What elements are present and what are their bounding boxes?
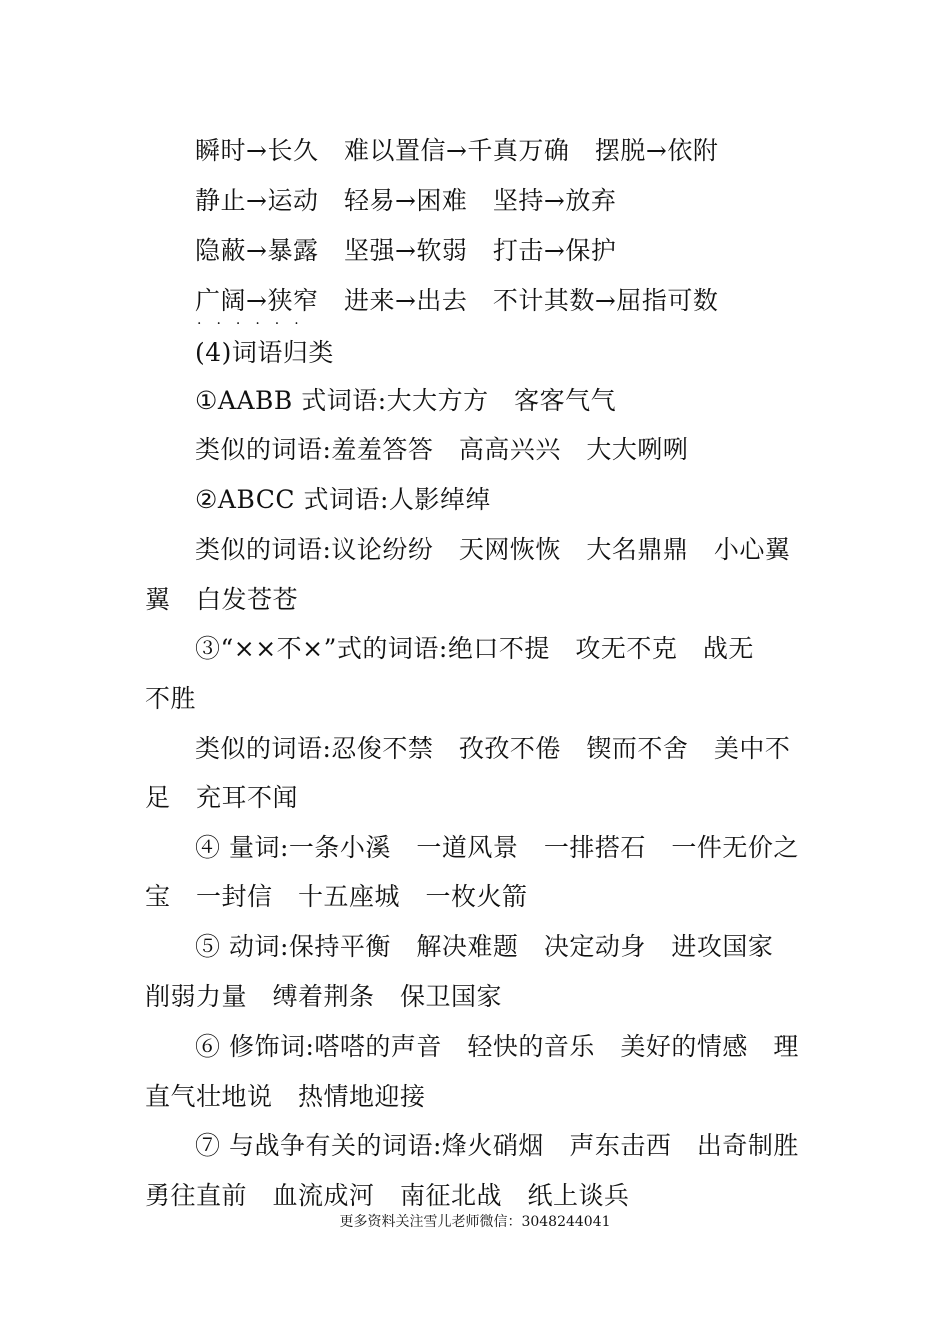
text-line: 翼 白发苍苍 bbox=[145, 585, 299, 614]
text-line: ②ABCC 式词语:人影绰绰 bbox=[195, 485, 491, 514]
emphasis-dots: ······ bbox=[197, 316, 314, 332]
text-line: 勇往直前 血流成河 南征北战 纸上谈兵 bbox=[145, 1181, 630, 1210]
text-line: ④ 量词:一条小溪 一道风景 一排搭石 一件无价之 bbox=[195, 833, 799, 862]
text-line: ①AABB 式词语:大大方方 客客气气 bbox=[195, 386, 617, 415]
text-line: 类似的词语:忍俊不禁 孜孜不倦 锲而不舍 美中不 bbox=[195, 734, 791, 763]
antonym-line-3: 隐蔽→暴露 坚强→软弱 打击→保护 bbox=[195, 236, 617, 265]
antonym-line-1: 瞬时→长久 难以置信→千真万确 摆脱→依附 bbox=[195, 136, 719, 165]
text-line: ⑦ 与战争有关的词语:烽火硝烟 声东击西 出奇制胜 bbox=[195, 1131, 799, 1160]
text-line: ③“××不×”式的词语:绝口不提 攻无不克 战无 bbox=[195, 634, 754, 663]
text-line: 足 充耳不闻 bbox=[145, 783, 299, 812]
text-line: ⑥ 修饰词:嗒嗒的声音 轻快的音乐 美好的情感 理 bbox=[195, 1032, 799, 1061]
text-line: 不胜 bbox=[145, 684, 197, 713]
text-line: 直气壮地说 热情地迎接 bbox=[145, 1082, 426, 1111]
text-line: ⑤ 动词:保持平衡 解决难题 决定动身 进攻国家 bbox=[195, 932, 774, 961]
text-line: 类似的词语:议论纷纷 天网恢恢 大名鼎鼎 小心翼 bbox=[195, 535, 791, 564]
text-line: 宝 一封信 十五座城 一枚火箭 bbox=[145, 882, 528, 911]
footer-note: 更多资料关注雪儿老师微信：3048244041 bbox=[339, 1214, 611, 1230]
text-line: 削弱力量 缚着荆条 保卫国家 bbox=[145, 982, 503, 1011]
section-title: (4)词语归类 bbox=[195, 338, 334, 367]
antonym-line-4: 广阔→狭窄 进来→出去 不计其数→屈指可数 bbox=[195, 286, 719, 315]
antonym-line-2: 静止→运动 轻易→困难 坚持→放弃 bbox=[195, 186, 617, 215]
text-line: 类似的词语:羞羞答答 高高兴兴 大大咧咧 bbox=[195, 435, 689, 464]
